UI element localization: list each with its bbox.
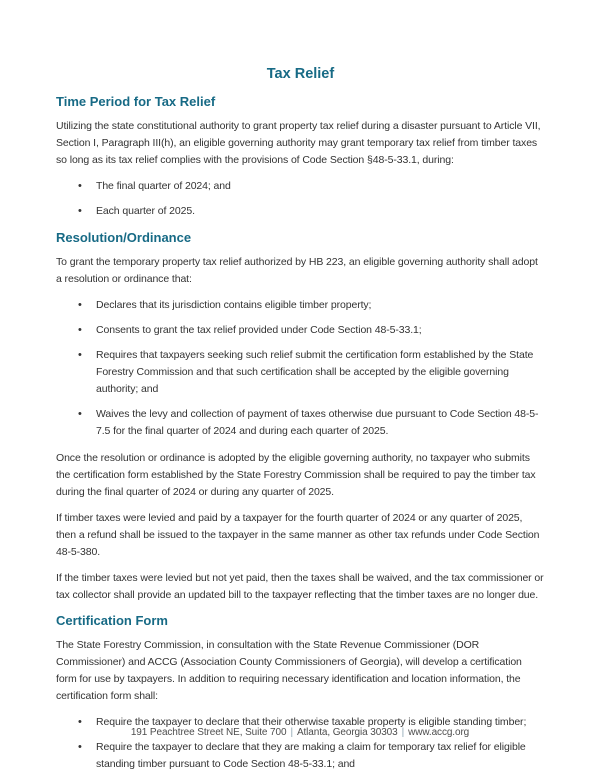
- bullet-waives-levy: • Waives the levy and collection of payment of taxes otherwise due pursuant to Code Section 48-5-7.5 for the final quarter of 2024 and during each quarter of 2025.: [96, 406, 545, 440]
- heading-time-period: Time Period for Tax Relief: [56, 94, 216, 109]
- bullet-declare-eligible-timber: • Require the taxpayer to declare that their otherwise taxable property is eligible standing timber;: [96, 714, 545, 731]
- paragraph-taxes-waived: If the timber taxes were levied but not yet paid, then the taxes shall be waived, and the tax commissioner or tax collector shall provide an updated bill to the taxpayer reflecting that the timber taxes are no longer due.: [56, 572, 544, 601]
- heading-certification-form: Certification Form: [56, 613, 168, 628]
- paragraph-utilizing-authority: Utilizing the state constitutional authority to grant property tax relief during a disaster pursuant to Article VII, Section I, Paragraph III(h), an eligible governing authority may grant temporary tax relief from timber taxes so long as its tax relief complies with the provisions of Code Section §48-5-33.1, during:: [56, 120, 541, 166]
- bullet-consents-relief: • Consents to grant the tax relief provided under Code Section 48-5-33.1;: [96, 322, 545, 339]
- bullet-requires-certification: • Requires that taxpayers seeking such relief submit the certification form established by the State Forestry Commission and that such certification shall be accepted by the eligible governing authority; and: [96, 347, 545, 398]
- page-footer: [0, 726, 600, 740]
- bullet-declare-claim: • Require the taxpayer to declare that they are making a claim for temporary tax relief for eligible standing timber pursuant to Code Section 48-5-33.1; and: [96, 739, 545, 773]
- paragraph-once-adopted: Once the resolution or ordinance is adopted by the eligible governing authority, no taxpayer who submits the certification form established by the State Forestry Commission shall be required to pay the timber tax during the final quarter of 2024 or during any quarter of 2025.: [56, 452, 536, 498]
- bullet-each-quarter-2025: • Each quarter of 2025.: [96, 203, 545, 220]
- heading-resolution-ordinance: Resolution/Ordinance: [56, 230, 192, 245]
- footer-separator-icon: |: [401, 727, 405, 738]
- bullet-list-time-period: [56, 178, 545, 220]
- bullet-final-quarter-2024: • The final quarter of 2024; and: [96, 178, 545, 195]
- bullet-declares-jurisdiction: • Declares that its jurisdiction contains eligible timber property;: [96, 297, 545, 314]
- paragraph-forestry-commission: The State Forestry Commission, in consultation with the State Revenue Commissioner (DOR Commissioner) and ACCG (Association County Commissioners of Georgia), will develop a certification form for use by taxpayers. In addition to requiring necessary identification and location information, the certification form shall:: [56, 639, 522, 702]
- paragraph-to-grant-relief: To grant the temporary property tax relief authorized by HB 223, an eligible governing authority shall adopt a resolution or ordinance that:: [56, 256, 538, 285]
- paragraph-refund-issued: If timber taxes were levied and paid by a taxpayer for the fourth quarter of 2024 or any quarter of 2025, then a refund shall be issued to the taxpayer in the same manner as other tax refunds under Code Section 48-5-380.: [56, 512, 540, 558]
- footer-website-link[interactable]: www.accg.org: [408, 727, 470, 738]
- footer-address: 191 Peachtree Street NE, Suite 700: [130, 727, 287, 738]
- bullet-list-resolution: [56, 297, 545, 440]
- bullet-list-certification: [56, 714, 545, 773]
- page-title: Tax Relief: [266, 66, 335, 82]
- footer-separator-icon: |: [290, 727, 293, 738]
- footer-city: Atlanta, Georgia 30303: [296, 727, 398, 738]
